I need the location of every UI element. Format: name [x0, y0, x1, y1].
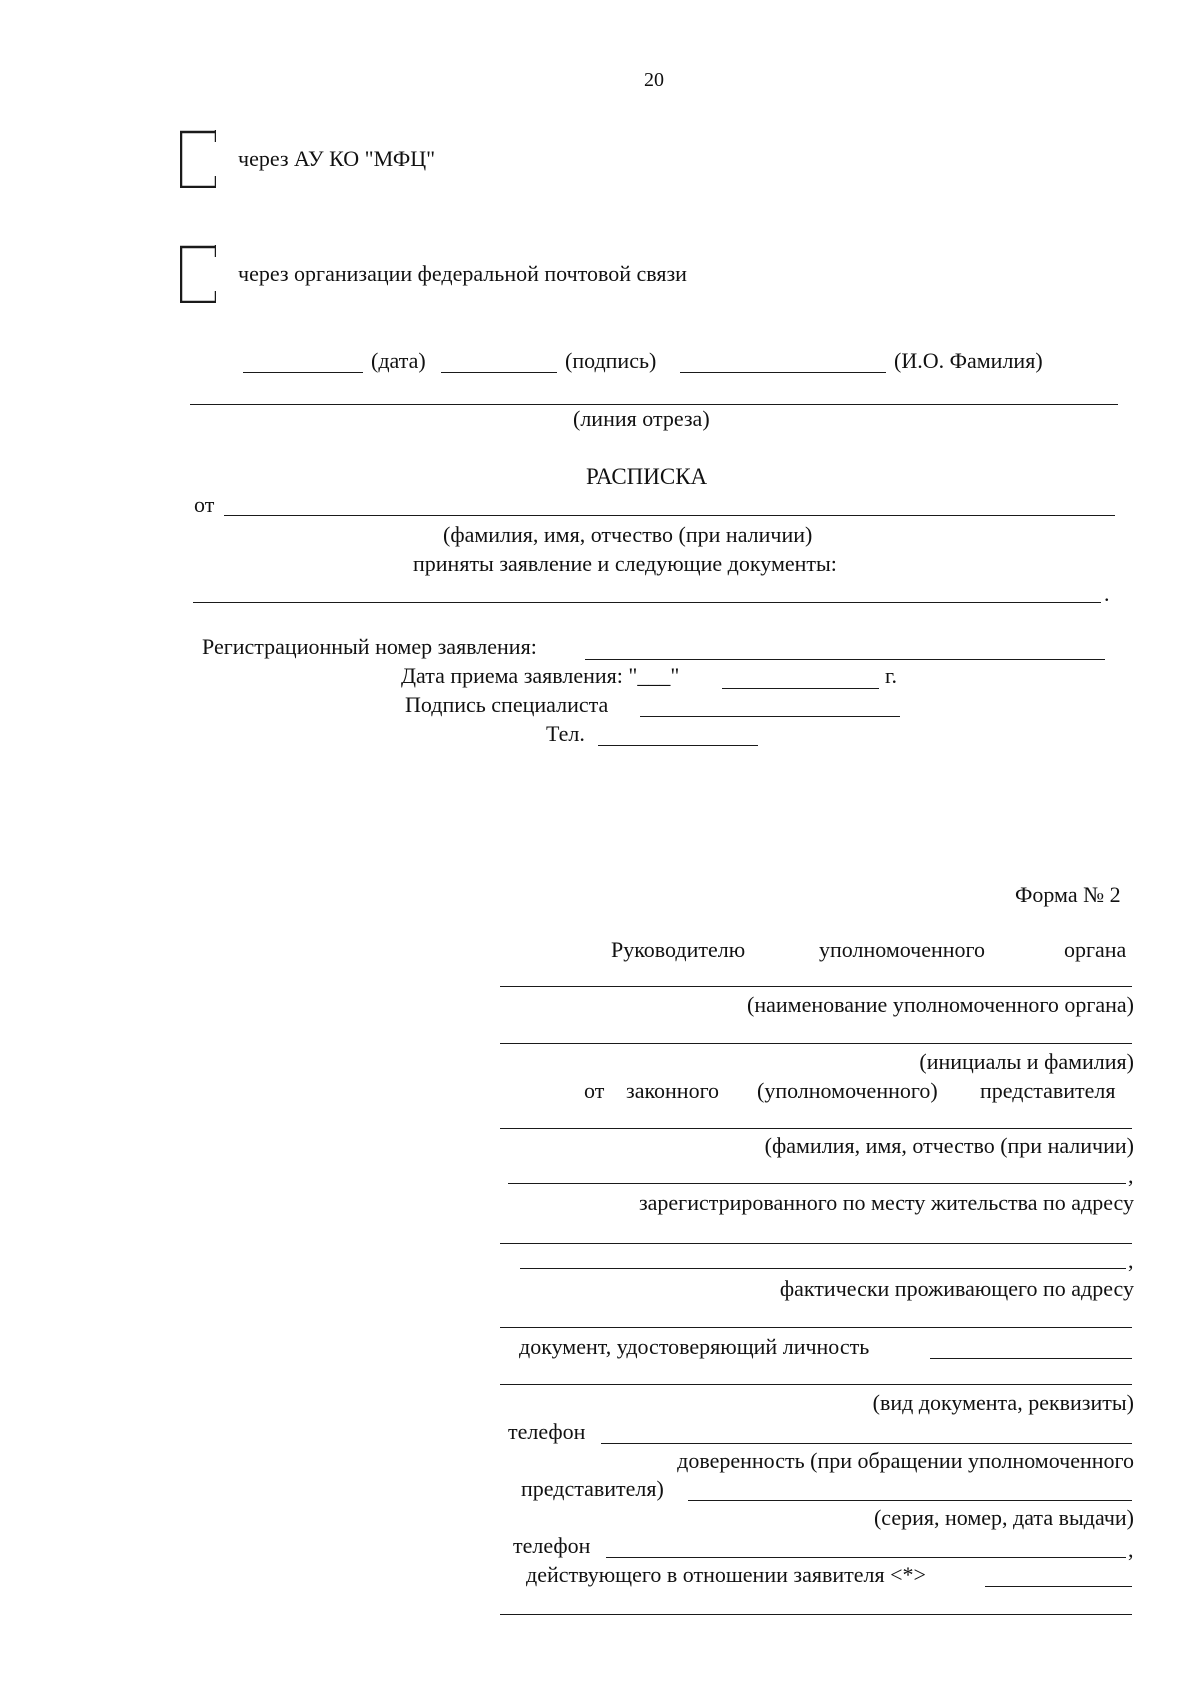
comma-2: , [1128, 1248, 1134, 1273]
receipt-fio-caption: (фамилия, имя, отчество (при наличии) [443, 522, 813, 547]
id-doc-blank-2[interactable] [500, 1384, 1132, 1385]
final-blank[interactable] [500, 1614, 1132, 1615]
actual-address-blank[interactable] [500, 1327, 1132, 1328]
receipt-period: . [1104, 581, 1110, 606]
receipt-year-suffix: г. [885, 663, 898, 688]
checkbox-post[interactable] [180, 245, 216, 303]
option-post-label: через организации федеральной почтовой связи [238, 261, 687, 286]
phone-blank-2[interactable] [606, 1557, 1126, 1558]
signature-blank[interactable] [441, 372, 557, 373]
checkbox-mfc[interactable] [180, 130, 216, 188]
org-caption: (наименование уполномоченного органа) [747, 992, 1134, 1017]
receipt-documents-blank[interactable] [193, 602, 1101, 603]
specialist-signature-blank[interactable] [640, 716, 900, 717]
page-number: 20 [644, 69, 664, 91]
date-caption: (дата) [371, 348, 426, 373]
option-mfc-label: через АУ КО "МФЦ" [238, 146, 436, 171]
power-of-attorney-line2: представителя) [521, 1476, 664, 1501]
registered-address-blank[interactable] [500, 1243, 1132, 1244]
phone-blank[interactable] [601, 1443, 1132, 1444]
cut-line-label: (линия отреза) [573, 406, 710, 431]
reg-number-blank[interactable] [585, 659, 1105, 660]
rep-fio-blank-2[interactable] [508, 1183, 1126, 1184]
rep-fio-caption: (фамилия, имя, отчество (при наличии) [764, 1133, 1134, 1158]
name-blank[interactable] [680, 372, 886, 373]
reg-number-label: Регистрационный номер заявления: [202, 634, 537, 659]
power-of-attorney-blank[interactable] [688, 1500, 1132, 1501]
date-blank[interactable] [243, 372, 363, 373]
initials-caption: (инициалы и фамилия) [919, 1049, 1134, 1074]
receipt-date-label: Дата приема заявления: "___" [401, 663, 680, 688]
receipt-phone-blank[interactable] [598, 745, 758, 746]
comma-1: , [1128, 1163, 1134, 1188]
phone-label: телефон [508, 1419, 586, 1444]
power-of-attorney-line1: доверенность (при обращении уполномоченного [677, 1448, 1134, 1473]
rep-fio-blank[interactable] [500, 1128, 1132, 1129]
receipt-phone-label: Тел. [546, 721, 585, 746]
series-caption: (серия, номер, дата выдачи) [873, 1505, 1134, 1530]
acting-label: действующего в отношении заявителя <*> [526, 1562, 926, 1587]
from-rep-word-4: представителя [980, 1078, 1116, 1103]
registered-text: зарегистрированного по месту жительства по адресу [638, 1190, 1134, 1215]
addressee-word-1: Руководителю [611, 937, 746, 962]
receipt-date-blank[interactable] [722, 688, 879, 689]
receipt-from-label: от [194, 492, 215, 517]
acting-blank[interactable] [985, 1586, 1132, 1587]
addressee-word-2: уполномоченного [819, 937, 986, 962]
phone-label-2: телефон [513, 1533, 591, 1558]
form-number: Форма № 2 [1015, 882, 1121, 907]
doc-caption: (вид документа, реквизиты) [872, 1390, 1134, 1415]
from-rep-word-1: от [584, 1078, 605, 1103]
initials-blank[interactable] [500, 1043, 1132, 1044]
receipt-accepted-text: приняты заявление и следующие документы: [413, 551, 837, 576]
registered-address-blank-2[interactable] [520, 1268, 1126, 1269]
addressee-word-3: органа [1064, 937, 1127, 962]
from-rep-word-3: (уполномоченного) [757, 1078, 938, 1103]
signature-caption: (подпись) [565, 348, 657, 373]
id-doc-label: документ, удостоверяющий личность [519, 1334, 870, 1359]
receipt-from-blank[interactable] [224, 515, 1115, 516]
specialist-signature-label: Подпись специалиста [405, 692, 609, 717]
name-caption: (И.О. Фамилия) [894, 348, 1043, 373]
cut-line [190, 404, 1118, 405]
org-name-blank[interactable] [500, 986, 1132, 987]
from-rep-word-2: законного [626, 1078, 720, 1103]
actual-address-text: фактически проживающего по адресу [779, 1276, 1134, 1301]
comma-3: , [1128, 1537, 1134, 1562]
receipt-title: РАСПИСКА [586, 464, 708, 489]
id-doc-blank[interactable] [930, 1358, 1132, 1359]
